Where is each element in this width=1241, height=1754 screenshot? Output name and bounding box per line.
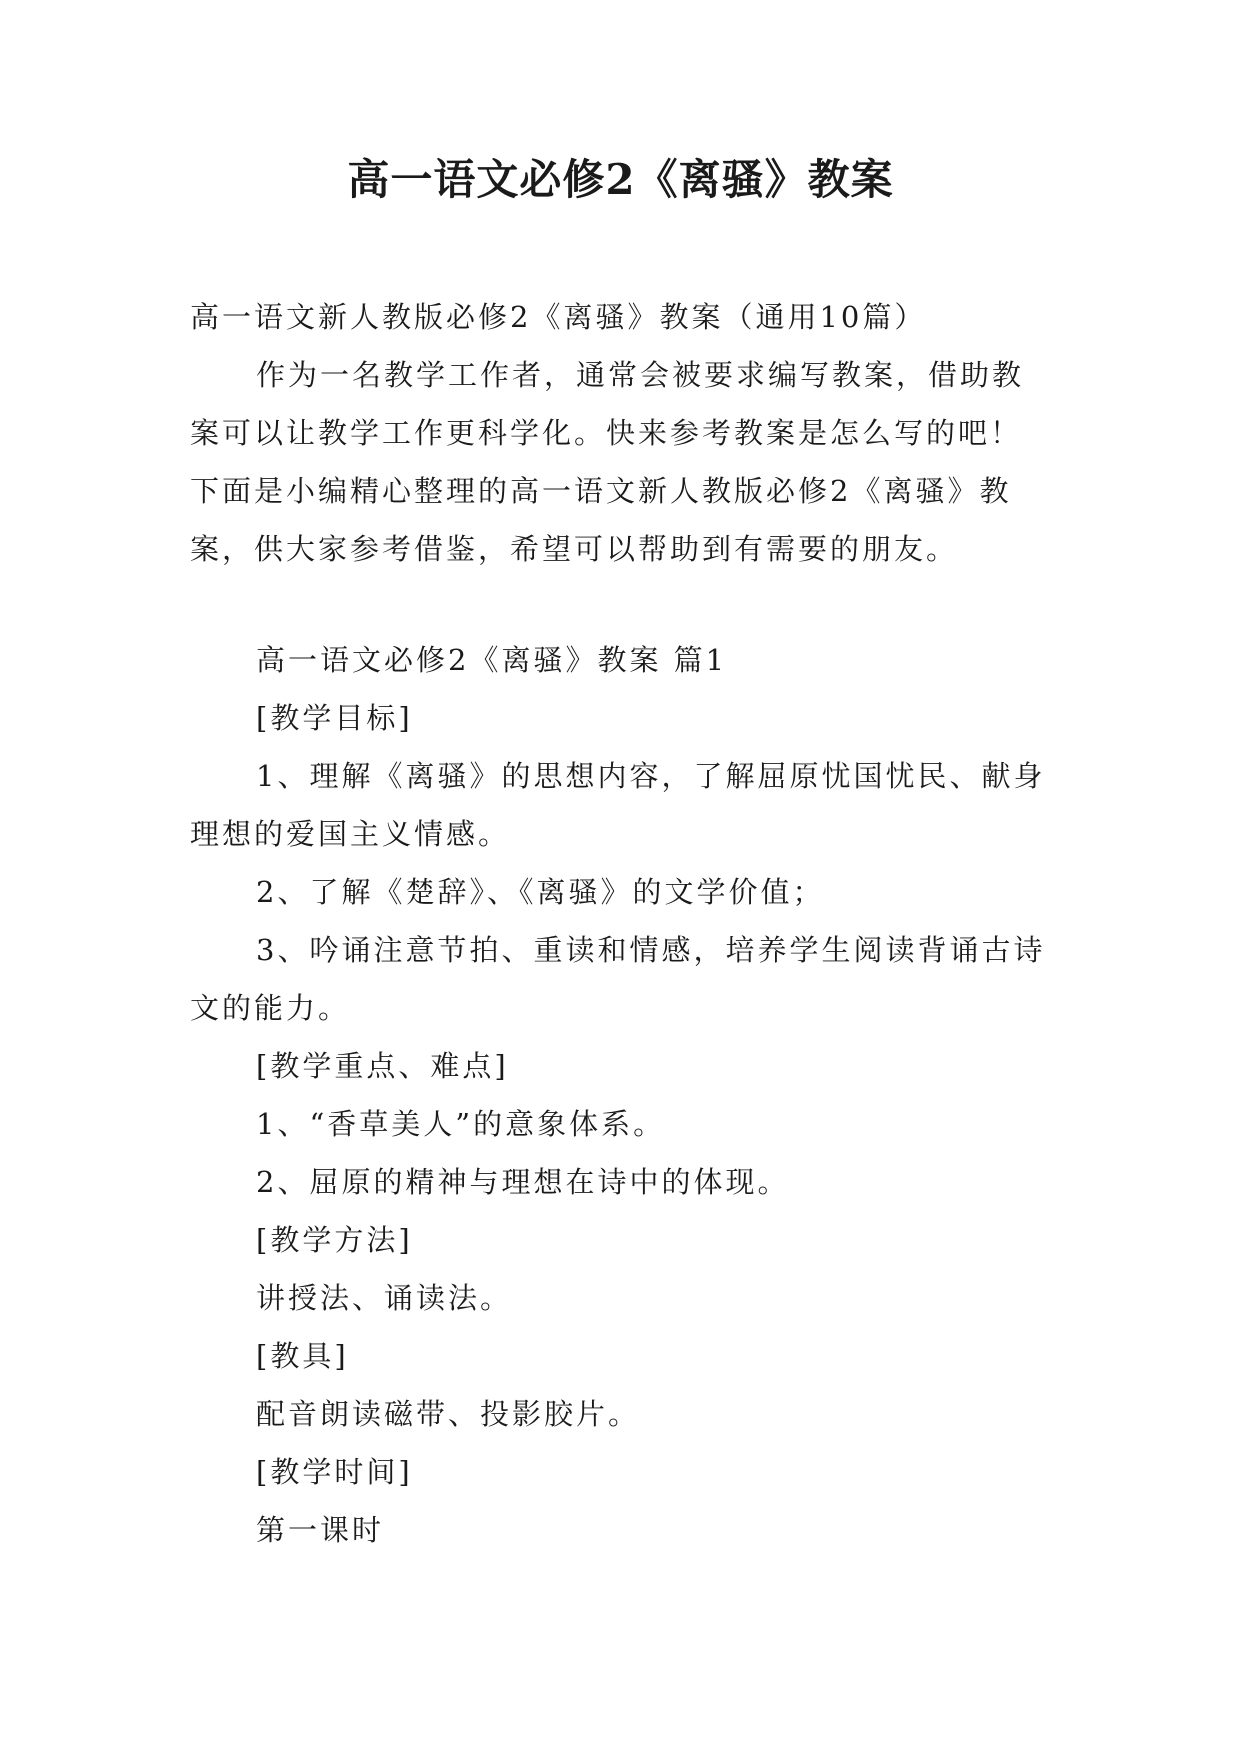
objective-item: 3、吟诵注意节拍、重读和情感，培养学生阅读背诵古诗文的能力。 (190, 933, 1046, 1025)
methods-heading: [教学方法] (256, 1223, 413, 1257)
key-points-heading: [教学重点、难点] (256, 1049, 509, 1083)
objective-item: 2、了解《楚辞》、《离骚》的文学价值； (256, 875, 825, 909)
methods-text: 讲授法、诵读法。 (256, 1281, 513, 1315)
lesson-section (190, 631, 1052, 1559)
tools-text: 配音朗读磁带、投影胶片。 (256, 1397, 641, 1431)
time-text: 第一课时 (256, 1513, 385, 1547)
key-point-item: 1、“香草美人”的意象体系。 (256, 1107, 666, 1141)
objectives-heading: [教学目标] (256, 701, 413, 735)
section-heading: 高一语文必修2《离骚》教案 篇1 (256, 643, 728, 677)
document-subtitle: 高一语文新人教版必修2《离骚》教案（通用10篇） (190, 300, 927, 334)
document-title: 高一语文必修2《离骚》教案 (347, 155, 894, 204)
time-heading: [教学时间] (256, 1455, 413, 1489)
key-point-item: 2、屈原的精神与理想在诗中的体现。 (256, 1165, 790, 1199)
intro-paragraph: 作为一名教学工作者，通常会被要求编写教案，借助教案可以让教学工作更科学化。快来参考教案是怎么写的吧！下面是小编精心整理的高一语文新人教版必修2《离骚》教案，供大家参考借鉴，希望可以帮助到有需要的朋友。 (190, 358, 1025, 566)
tools-heading: [教具] (256, 1339, 349, 1373)
objective-item: 1、理解《离骚》的思想内容，了解屈原忧国忧民、献身理想的爱国主义情感。 (190, 759, 1046, 851)
